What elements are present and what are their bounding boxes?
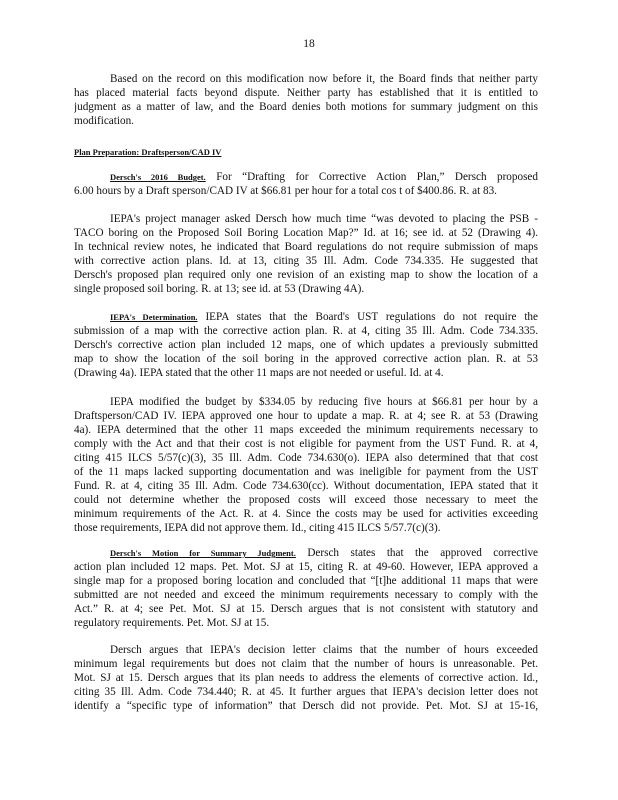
- text-run: Dersch states that the approved corrective: [307, 547, 538, 559]
- text-line: comply with the Act and that their cost is not eligible for payment from the UST Fund. R. at 4,: [74, 438, 538, 450]
- text-line: In technical review notes, he indicated that Board regulations do not require submission of maps: [74, 241, 538, 253]
- text-line: Dersch's corrective action plan included 12 maps, one of which updates a previously submitted: [74, 339, 538, 351]
- paragraph-iepa-determination: [74, 310, 538, 380]
- page-number: 18: [303, 38, 315, 50]
- text-line: Draftsperson/CAD IV. IEPA approved one hour to update a map. R. at 4; see R. at 53 (Drawing: [74, 410, 538, 422]
- text-line: identify a “specific type of information” that Dersch did not provide. Pet. Mot. SJ at 15-16,: [74, 700, 538, 712]
- text-line: Dersch's proposed plan required only one revision of an existing map to show the location of a: [74, 269, 538, 281]
- text-line: of the 11 maps lacked supporting documentation and was ineligible for payment from the UST: [74, 466, 538, 478]
- text-line: modification.: [74, 115, 134, 127]
- text-line: (Drawing 4a). IEPA stated that the other 11 maps are not needed or useful. Id. at 4.: [74, 367, 444, 379]
- paragraph-label: IEPA's Determination.: [110, 312, 198, 322]
- text-line: citing 35 Ill. Adm. Code 734.440; R. at 45. It further argues that IEPA's decision letter does not: [74, 686, 538, 698]
- text-run: IEPA states that the Board's UST regulations do not require the: [205, 311, 538, 323]
- section-heading: [74, 145, 538, 159]
- text-line: TACO boring on the Proposed Soil Boring Location Map?” Id. at 16; see id. at 52 (Drawing 4).: [74, 227, 538, 239]
- text-line: Based on the record on this modification now before it, the Board finds that neither party: [110, 73, 538, 85]
- text-line: Mot. SJ at 15. Dersch argues that its plan needs to address the elements of corrective action. Id.,: [74, 672, 538, 684]
- text-line: single proposed soil boring. R. at 13; see id. at 53 (Drawing 4A).: [74, 283, 365, 295]
- text-line: citing 415 ILCS 5/57(c)(3), 35 Ill. Adm. Code 734.630(o). IEPA also determined that that cost: [74, 452, 538, 464]
- heading-text: Plan Preparation: Draftsperson/CAD IV: [74, 147, 222, 157]
- text-line: Fund. R. at 4, citing 35 Ill. Adm. Code 734.630(cc). Without documentation, IEPA stated that it: [74, 480, 538, 492]
- text-line: minimum legal requirements but does not claim that the number of hours is unreasonable. Pet.: [74, 658, 538, 670]
- paragraph-label: Dersch's 2016 Budget.: [110, 172, 206, 182]
- text-line: map to show the location of the soil boring in the approved corrective action plan. R. at 53: [74, 353, 538, 365]
- text-run: For “Drafting for Corrective Action Plan,” Dersch proposed: [216, 171, 538, 183]
- text-line: those requirements, IEPA did not approve them. Id., citing 415 ILCS 5/57.7(c)(3).: [74, 522, 441, 534]
- text-line: has placed material facts beyond dispute. Neither party has established that it is entitled to: [74, 87, 538, 99]
- paragraph-dersch-argues: [74, 643, 538, 713]
- text-line: minimum requirements of the Act. R. at 4. Since the costs may be used for activities exceeding: [74, 508, 538, 520]
- text-line: submission of a map with the corrective action plan. R. at 4, citing 35 Ill. Adm. Code 734.335.: [74, 325, 538, 337]
- text-line: single map for a proposed boring location and concluded that “[t]he additional 11 maps that were: [74, 575, 538, 587]
- text-line: [74, 170, 538, 184]
- text-line: IEPA's project manager asked Dersch how much time “was devoted to placing the PSB -: [110, 213, 538, 225]
- text-line: [74, 310, 538, 324]
- text-line: [74, 546, 538, 560]
- text-line: with corrective action plans. Id. at 13, citing 35 Ill. Adm. Code 734.335. He suggested that: [74, 255, 538, 267]
- paragraph-project-manager: [74, 212, 538, 296]
- paragraph-label: Dersch's Motion for Summary Judgment.: [110, 548, 296, 558]
- text-line: IEPA modified the budget by $334.05 by reducing five hours at $66.81 per hour by a: [110, 396, 538, 408]
- text-line: regulatory requirements. Pet. Mot. SJ at 15.: [74, 617, 270, 629]
- paragraph-iepa-modified: [74, 395, 538, 535]
- text-line: submitted are not needed and exceed the minimum requirements necessary to comply with the: [74, 589, 538, 601]
- paragraph-conclusion: [74, 72, 538, 128]
- text-line: 4a). IEPA determined that the other 11 maps exceeded the minimum requirements necessary to: [74, 424, 538, 436]
- text-line: action plan included 12 maps. Pet. Mot. SJ at 15, citing R. at 49-60. However, IEPA approved a: [74, 561, 538, 573]
- text-line: judgment as a matter of law, and the Board denies both motions for summary judgment on this: [74, 101, 538, 113]
- paragraph-dersch-motion: [74, 546, 538, 630]
- paragraph-dersch-budget: [74, 170, 538, 198]
- text-line: Act.” R. at 4; see Pet. Mot. SJ at 15. Dersch argues that is not consistent with statutory and: [74, 603, 538, 615]
- text-line: could not determine whether the proposed costs will exceed those necessary to meet the: [74, 494, 538, 506]
- text-line: 6.00 hours by a Draft sperson/CAD IV at $66.81 per hour for a total cos t of $400.86. R. at 83.: [74, 185, 497, 197]
- text-line: Dersch argues that IEPA's decision letter claims that the number of hours exceeded: [110, 644, 538, 656]
